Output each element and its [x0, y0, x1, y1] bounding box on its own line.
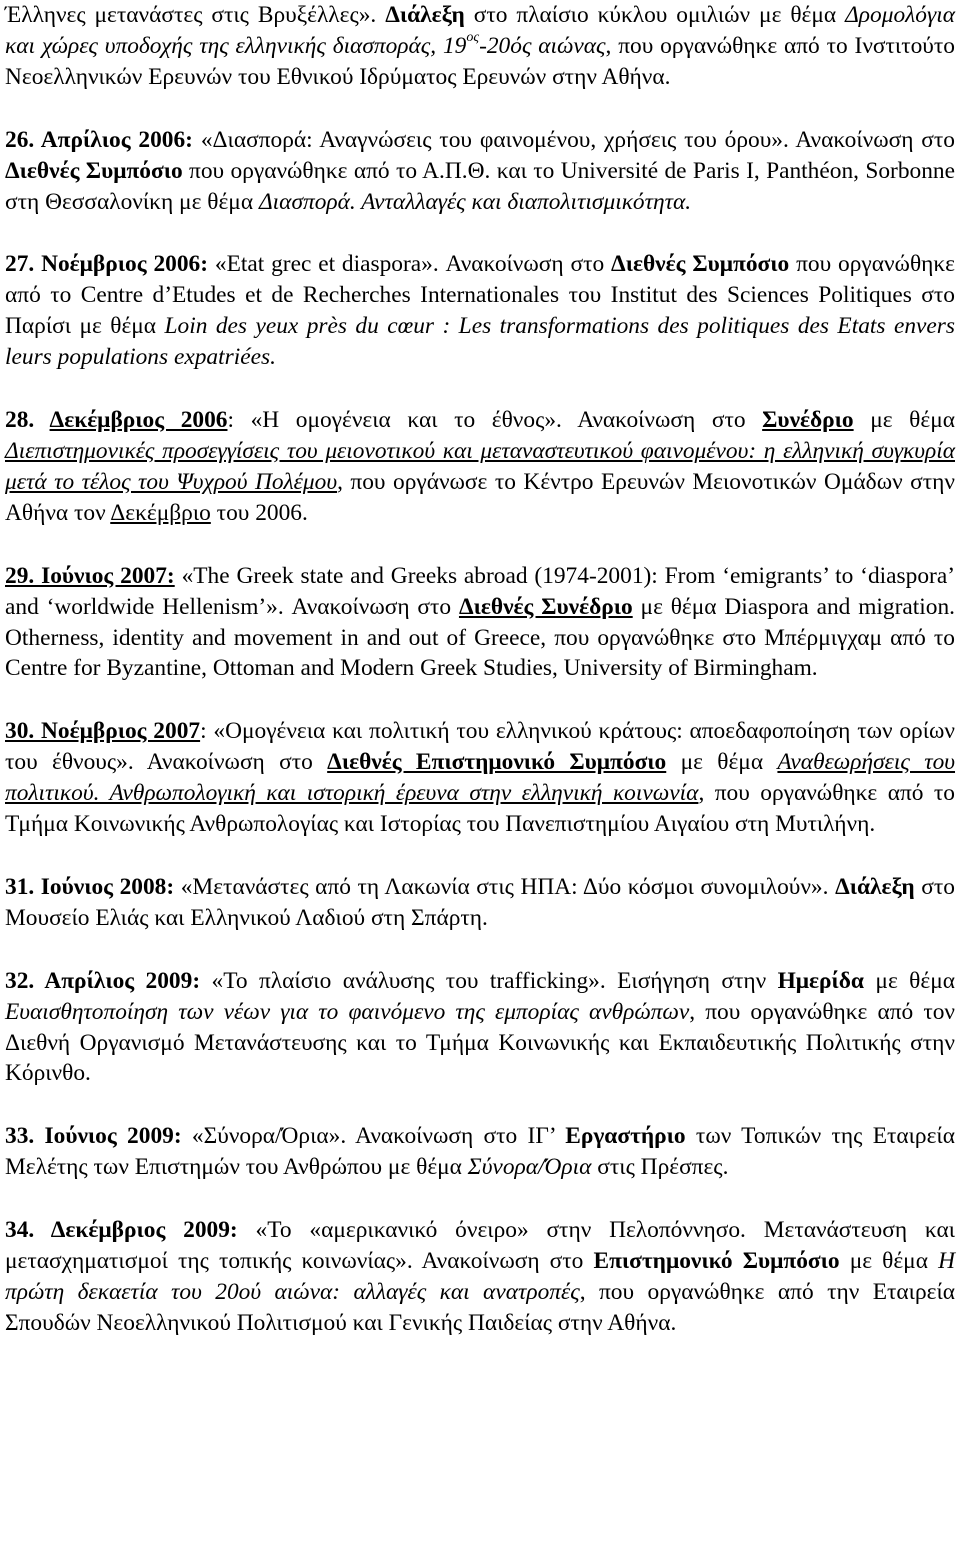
- text-run: Διεθνές Συμπόσιο: [5, 157, 183, 184]
- text-run: Διεθνές Επιστημονικό Συμπόσιο: [327, 749, 667, 776]
- text-run: Διάλεξη: [385, 2, 465, 28]
- text-run: 32. Απρίλιος 2009:: [5, 967, 201, 994]
- list-item-25: [5, 0, 955, 93]
- text-run: «Το «αμερικανικό όνειρο» στην Πελοπόννησο. Μετανάστευση και μετασχηματισμοί της τοπικής κοινωνίας». Ανακοίνωση στο: [5, 1217, 955, 1275]
- text-run: 28.: [5, 407, 50, 434]
- list-item-29: [5, 561, 955, 685]
- list-item-33: [5, 1121, 955, 1183]
- text-run: Έλληνες μετανάστες στις Βρυξέλλες».: [5, 2, 386, 28]
- text-run: : «Ομογένεια και πολιτική του ελληνικού κράτους: αποεδαφοποίηση των ορίων του έθνους». Ανακοίνωση στο: [5, 718, 955, 776]
- text-run: που οργανώθηκε από το Centre d’Etudes et de Recherches Internationales του Institut des Sciences Politiques στο Παρίσι με θέμα: [5, 251, 955, 340]
- text-run: «Σύνορα/Όρια». Ανακοίνωση στο ΙΓ’: [181, 1123, 566, 1150]
- text-run: 34. Δεκέμβριος 2009:: [5, 1217, 238, 1244]
- text-run: Ευαισθητοποίηση των νέων για το φαινόμενο της εμπορίας ανθρώπων: [5, 998, 690, 1025]
- list-item-32: [5, 966, 955, 1090]
- text-run: που οργανώθηκε από το Α.Π.Θ. και το Université de Paris I, Panthéon, Sorbonne στη Θεσσαλονίκη με θέμα: [5, 157, 956, 215]
- text-run: με θέμα: [853, 407, 955, 434]
- text-run: 29. Ιούνιος 2007:: [5, 562, 175, 589]
- text-run: Αναθεωρήσεις του πολιτικού. Ανθρωπολογική και ιστορική έρευνα στην ελληνική κοινωνία: [5, 749, 956, 807]
- text-run: : «Η ομογένεια και το έθνος». Ανακοίνωση στο: [227, 407, 763, 434]
- text-run: Loin des yeux près du cœur : Les transformations des politiques des Etats envers leurs populations expatriées.: [5, 313, 955, 371]
- text-run: Ημερίδα: [777, 967, 864, 994]
- list-item-34: [5, 1215, 955, 1339]
- text-run: , που οργάνωσε το Κέντρο Ερευνών Μειονοτικών Ομάδων στην Αθήνα τον: [5, 468, 955, 526]
- list-item-26: [5, 125, 955, 218]
- text-run: , που οργανώθηκε από την Εταιρεία Σπουδών Νεοελληνικού Πολιτισμού και Γενικής Παιδείας στην Αθήνα.: [5, 1279, 955, 1336]
- text-run: με θέμα: [864, 967, 955, 994]
- text-run: , που οργανώθηκε από τον Διεθνή Οργανισμό Μετανάστευσης και το Τμήμα Κοινωνικής και Εκπαιδευτικής Πολιτικής στην Κόρινθο.: [5, 998, 956, 1087]
- text-run: με θέμα: [839, 1248, 939, 1275]
- text-run: «Μετανάστες από τη Λακωνία στις ΗΠΑ: Δύο κόσμοι συνομιλούν».: [174, 873, 836, 900]
- text-run: Δεκέμβριος 2006: [49, 407, 228, 434]
- list-item-31: [5, 872, 955, 934]
- text-run: , που οργανώθηκε από το Ινστιτούτο Νεοελληνικών Ερευνών του Εθνικού Ιδρύματος Ερευνών στην Αθήνα.: [5, 32, 955, 90]
- text-run: Επιστημονικό Συμπόσιο: [593, 1248, 840, 1275]
- text-run: των Τοπικών της Εταιρεία Μελέτης των Επιστημών του Ανθρώπου με θέμα: [5, 1123, 955, 1181]
- text-run: στο Μουσείο Ελιάς και Ελληνικού Λαδιού στη Σπάρτη.: [5, 873, 955, 931]
- text-run: ος: [466, 29, 480, 45]
- list-item-27: [5, 249, 955, 373]
- text-run: , που οργανώθηκε από το Τμήμα Κοινωνικής Ανθρωπολογίας και Ιστορίας του Πανεπιστημίου Αιγαίου στη Μυτιλήνη.: [5, 780, 956, 838]
- list-item-28: [5, 405, 955, 529]
- text-run: -20ός αιώνας: [479, 32, 606, 59]
- text-run: Σύνορα/Όρια: [467, 1154, 592, 1181]
- text-run: 31. Ιούνιος 2008:: [5, 873, 175, 900]
- text-run: «The Greek state and Greeks abroad (1974-2001): From ‘emigrants’ to ‘diaspora’ and ‘worldwide Hellenism’». Ανακοίνωση στο: [5, 562, 955, 620]
- text-run: «Διασπορά: Αναγνώσεις του φαινομένου, χρήσεις του όρου». Ανακοίνωση στο: [192, 126, 955, 153]
- text-run: «Το πλαίσιο ανάλυσης του trafficking». Εισήγηση στην: [200, 967, 778, 994]
- text-run: του 2006.: [210, 499, 308, 526]
- text-run: Διεθνές Συμπόσιο: [611, 251, 790, 278]
- text-run: 27. Νοέμβριος 2006:: [5, 251, 209, 278]
- text-run: στις Πρέσπες.: [591, 1154, 729, 1181]
- text-run: Συνέδριο: [762, 407, 854, 434]
- text-run: Εργαστήριο: [565, 1123, 686, 1150]
- text-run: Διεθνές Συνέδριο: [458, 593, 633, 620]
- text-run: Διεπιστημονικές προσεγγίσεις του μειονοτικού και μεταναστευτικού φαινομένου: η ελληνική συγκυρία μετά το τέλος του Ψυχρού Πολέμου: [5, 437, 955, 495]
- text-run: Δρομολόγια και χώρες υποδοχής της ελληνικής διασποράς, 19: [5, 2, 955, 59]
- text-run: Δεκέμβριο: [110, 499, 211, 526]
- text-run: Η πρώτη δεκαετία του 20ού αιώνα: αλλαγές και ανατροπές: [5, 1248, 955, 1305]
- text-run: με θέμα: [666, 749, 778, 776]
- text-run: 30. Νοέμβριος 2007: [5, 718, 201, 745]
- text-run: «Etat grec et diaspora». Ανακοίνωση στο: [208, 251, 612, 278]
- text-run: με θέμα Diaspora and migration. Otherness, identity and movement in and out of Greece, που οργανώθηκε στο Μπέρμιγχαμ από το Centre for Byzantine, Ottoman and Modern Greek Studies, University of Birmingham.: [5, 593, 955, 682]
- text-run: 26. Απρίλιος 2006:: [5, 126, 193, 153]
- text-run: 33. Ιούνιος 2009:: [5, 1123, 182, 1150]
- text-run: Διάλεξη: [835, 873, 915, 900]
- document-page: [5, 0, 955, 1339]
- list-item-30: [5, 716, 955, 840]
- text-run: στο πλαίσιο κύκλου ομιλιών με θέμα: [464, 2, 846, 28]
- text-run: Διασπορά. Ανταλλαγές και διαπολιτισμικότητα.: [258, 188, 692, 215]
